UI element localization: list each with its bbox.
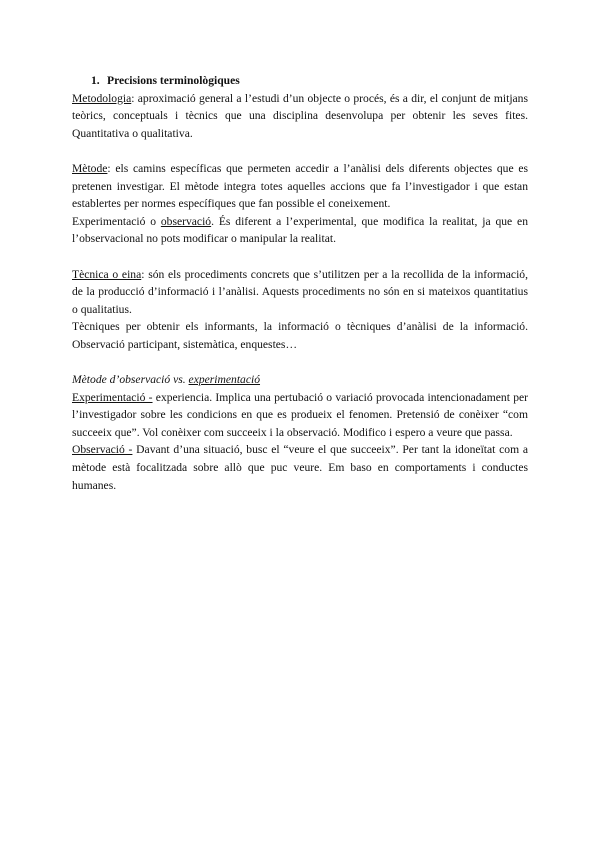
definition-tecnica: : són els procediments concrets que s’utilitzen per a la recollida de la informació, de la producció d’informació i l’anàlisi. Aquests procediments no són en si mateixos quantitatius o qualitatius. (72, 267, 528, 316)
paragraph-experimentacio (72, 213, 528, 248)
paragraph-metodologia (72, 90, 528, 143)
definition-metodologia: : aproximació general a l’estudi d’un objecte o procés, és a dir, el conjunt de mitjans teòrics, conceptuals i tècnics que una disciplina desenvolupa per obtenir les seves fites. Quantitativa o qualitativa. (72, 91, 528, 140)
document-page (72, 72, 528, 494)
term-tecnica: Tècnica o eina (72, 267, 142, 281)
section-heading (91, 72, 528, 90)
subheading-term: experimentació (188, 373, 261, 387)
definition-metode: : els camins específicas que permeten accedir a l’anàlisi dels diferents objectes que es pretenen investigar. El mètode integra totes aquelles accions que fa l’investigador i que estan establertes per normes específiques que fan possible el coneixement. (72, 161, 528, 211)
paragraph-gap (72, 354, 528, 372)
definition-observacio-def: Davant d’una situació, busc el “veure el que succeeix”. Per tant la idoneïtat com a mètode està focalitzada sobre allò que puc veure. Em baso en comportaments i conductes humanes. (72, 443, 529, 492)
paragraph-experimentacio-def (72, 389, 528, 442)
term-metodologia: Metodologia (72, 91, 132, 105)
paragraph-observacio-def (72, 441, 528, 494)
heading-number: 1. (91, 74, 100, 87)
subheading-prefix: Mètode d’observació vs. (72, 373, 189, 387)
term-metode: Mètode (72, 161, 108, 175)
paragraph-metode (72, 160, 528, 213)
paragraph-gap (72, 142, 528, 160)
term-experimentacio: Experimentació - (72, 390, 153, 404)
heading-title: Precisions terminològiques (107, 74, 240, 87)
paragraph-tecnica (72, 266, 528, 319)
definition-experimentacio-def: experiencia. Implica una pertubació o variació provocada intencionadament per l’investigador sobre les condicions en que es produeix el fenomen. Pretensió de conèixer “com succeeix que”. Vol conèixer com succeeix i la observació. Modifico i espero a veure que passa. (72, 390, 528, 439)
experimentacio-prefix: Experimentació o (72, 214, 161, 228)
term-observacio-def: Observació - (72, 443, 133, 457)
paragraph-tecniques: Tècniques per obtenir els informants, la informació o tècniques d’anàlisi de la informació. Observació participant, sistemàtica, enquestes… (72, 320, 528, 351)
definition-experimentacio: . És diferent a l’experimental, que modifica la realitat, ja que en l’observacional no pots modificar o manipular la realitat. (72, 214, 528, 246)
paragraph-gap (72, 248, 528, 266)
term-observacio: observació (160, 214, 212, 228)
subheading (72, 371, 528, 389)
